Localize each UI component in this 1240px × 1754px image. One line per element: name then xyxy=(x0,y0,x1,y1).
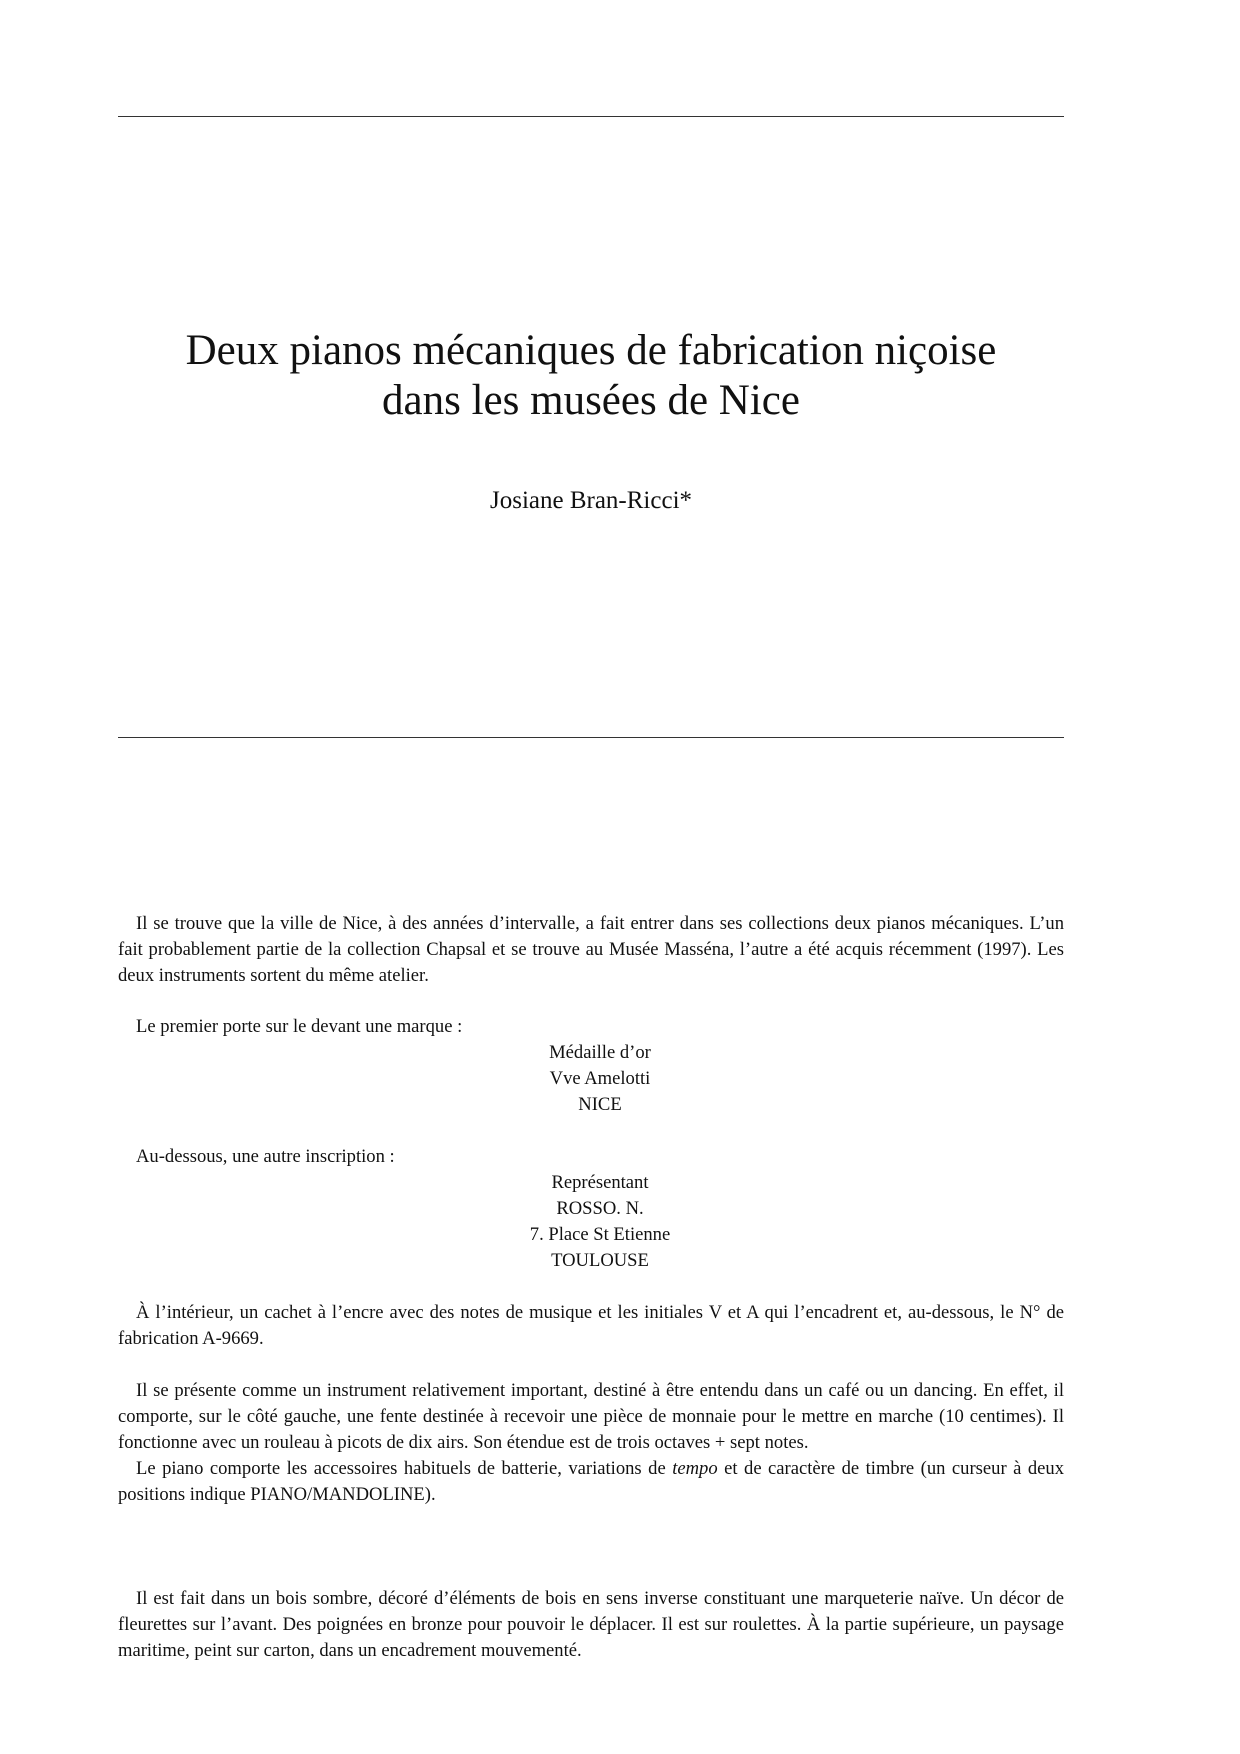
description-paragraph: Il se présente comme un instrument relativement important, destiné à être entendu dans un café ou un dancing. En effet, il comporte, sur le côté gauche, une fente destinée à recevoir une pièce de monnaie pour le mettre en marche (10 centimes). Il fonctionne avec un rouleau à picots de dix airs. Son étendue est de trois octaves + sept notes. xyxy=(118,1380,1064,1453)
mark2-line-2: ROSSO. N. xyxy=(556,1198,644,1219)
accessories-text-1: Le piano comporte les accessoires habituels de batterie, variations de xyxy=(136,1458,673,1479)
mark2-line-3: 7. Place St Etienne xyxy=(529,1224,671,1245)
stamp-paragraph: À l’intérieur, un cachet à l’encre avec des notes de musique et les initiales V et A qui l’encadrent et, au-dessous, le N° de fabrication A-9669. xyxy=(118,1302,1064,1349)
wood-paragraph: Il est fait dans un bois sombre, décoré d’éléments de bois en sens inverse constituant une marqueterie naïve. Un décor de fleurettes sur l’avant. Des poignées en bronze pour pouvoir le déplacer. Il est sur roulettes. À la partie supérieure, un paysage maritime, peint sur carton, dans un encadrement mouvementé. xyxy=(118,1588,1064,1661)
mark2-line-1: Représentant xyxy=(551,1172,649,1193)
article-title xyxy=(118,326,1064,426)
mark-inscription-2 xyxy=(450,1170,750,1274)
accessories-text-2: et de caractère de timbre (un curseur à deux positions indique PIANO/MANDOLINE). xyxy=(118,1458,1064,1505)
mark1-line-2: Vve Amelotti xyxy=(549,1068,651,1089)
title-line-1: Deux pianos mécaniques de fabrication niçoise xyxy=(185,327,997,374)
accessories-paragraph xyxy=(118,1456,1064,1508)
stamp-paragraph-block xyxy=(118,1300,1064,1352)
intro-paragraph-block xyxy=(118,911,1064,989)
intro-paragraph: Il se trouve que la ville de Nice, à des années d’intervalle, a fait entrer dans ses collections deux pianos mécaniques. L’un fait probablement partie de la collection Chapsal et se trouve au Musée Masséna, l’autre a été acquis récemment (1997). Les deux instruments sortent du même atelier. xyxy=(118,913,1064,986)
mark2-line-4: TOULOUSE xyxy=(551,1250,649,1271)
top-rule xyxy=(118,116,1064,117)
description-paragraph-block xyxy=(118,1378,1064,1508)
mark-inscription-1 xyxy=(450,1040,750,1118)
author-name: Josiane Bran-Ricci* xyxy=(489,487,693,514)
premier-label: Le premier porte sur le devant une marque : xyxy=(136,1016,463,1037)
wood-paragraph-block xyxy=(118,1586,1064,1664)
mark1-line-3: NICE xyxy=(578,1094,622,1115)
accessories-italic: tempo xyxy=(672,1458,718,1479)
title-line-2: dans les musées de Nice xyxy=(382,377,800,424)
bottom-rule xyxy=(118,737,1064,738)
dessous-label: Au-dessous, une autre inscription : xyxy=(136,1146,395,1167)
mark1-line-1: Médaille d’or xyxy=(549,1042,651,1063)
